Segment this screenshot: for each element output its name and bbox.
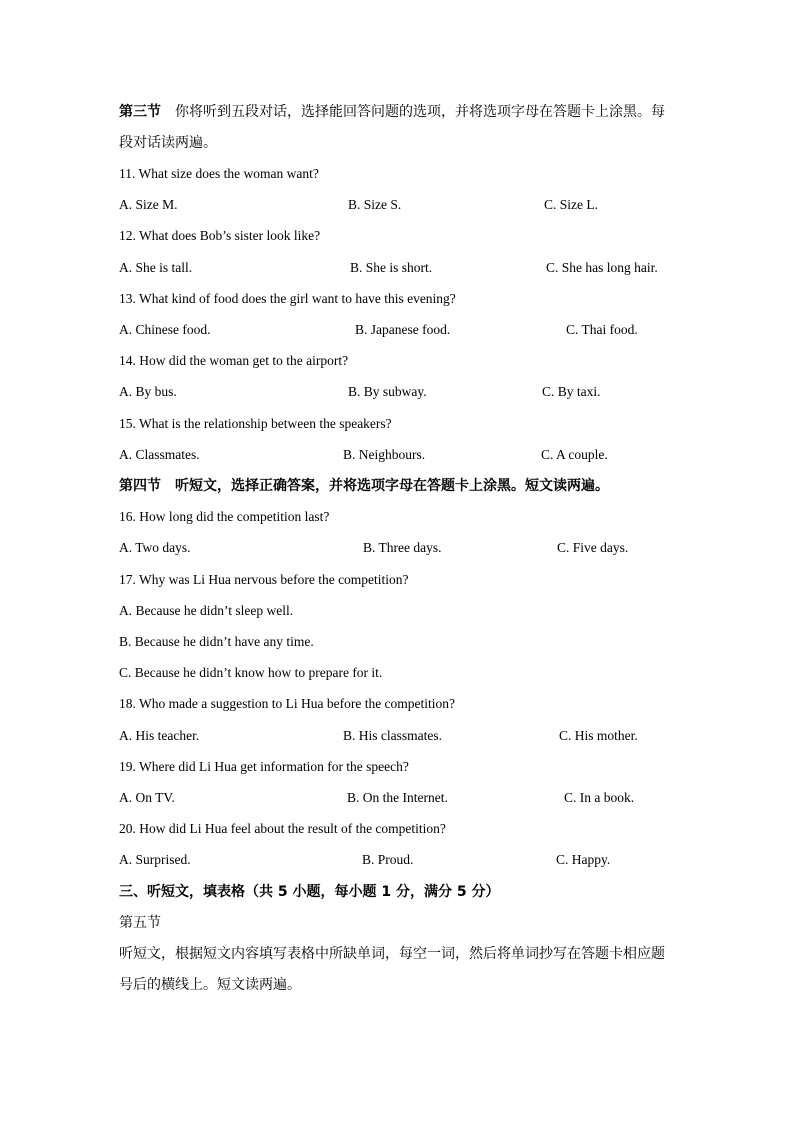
part3-instructions-line2: 号后的横线上。短文读两遍。 — [119, 977, 301, 993]
part3-instructions-line1: 听短文，根据短文内容填写表格中所缺单词，每空一词，然后将单词抄写在答题卡相应题 — [119, 946, 665, 962]
section3-instructions-line1: 你将听到五段对话，选择能回答问题的选项，并将选项字母在答题卡上涂黑。每 — [175, 104, 665, 120]
option-14a[interactable]: A. By bus. — [119, 384, 177, 399]
option-12a[interactable]: A. She is tall. — [119, 260, 193, 275]
option-16a[interactable]: A. Two days. — [119, 540, 191, 555]
option-15a[interactable]: A. Classmates. — [119, 447, 200, 462]
option-15b[interactable]: B. Neighbours. — [343, 447, 426, 462]
option-13a[interactable]: A. Chinese food. — [119, 322, 211, 337]
option-11c[interactable]: C. Size L. — [544, 197, 598, 212]
option-18c[interactable]: C. His mother. — [559, 728, 638, 743]
part3-title: 三、听短文，填表格（共 5 小题，每小题 1 分，满分 5 分） — [119, 884, 500, 900]
section4-label: 第四节 — [119, 478, 161, 494]
option-11a[interactable]: A. Size M. — [119, 197, 178, 212]
option-13c[interactable]: C. Thai food. — [566, 322, 638, 337]
section5-label: 第五节 — [119, 915, 161, 931]
option-12b[interactable]: B. She is short. — [350, 260, 433, 275]
section3-label: 第三节 — [119, 104, 161, 120]
option-13b[interactable]: B. Japanese food. — [355, 322, 451, 337]
question-17: 17. Why was Li Hua nervous before the competition? — [119, 572, 409, 587]
question-18: 18. Who made a suggestion to Li Hua before the competition? — [119, 696, 456, 711]
question-11: 11. What size does the woman want? — [119, 166, 319, 181]
option-20a[interactable]: A. Surprised. — [119, 852, 191, 867]
option-18b[interactable]: B. His classmates. — [343, 728, 442, 743]
option-18a[interactable]: A. His teacher. — [119, 728, 200, 743]
option-19b[interactable]: B. On the Internet. — [347, 790, 448, 805]
question-13: 13. What kind of food does the girl want to have this evening? — [119, 291, 456, 306]
question-15: 15. What is the relationship between the speakers? — [119, 416, 392, 431]
option-12c[interactable]: C. She has long hair. — [546, 260, 658, 275]
section3-heading — [119, 103, 665, 121]
section3-instructions-line2: 段对话读两遍。 — [119, 135, 217, 151]
question-12: 12. What does Bob’s sister look like? — [119, 228, 321, 243]
option-14c[interactable]: C. By taxi. — [542, 384, 601, 399]
question-14: 14. How did the woman get to the airport? — [119, 353, 349, 368]
option-16b[interactable]: B. Three days. — [363, 540, 442, 555]
section4-instructions: 听短文，选择正确答案，并将选项字母在答题卡上涂黑。短文读两遍。 — [175, 478, 609, 494]
question-20: 20. How did Li Hua feel about the result of the competition? — [119, 821, 446, 836]
question-19: 19. Where did Li Hua get information for the speech? — [119, 759, 409, 774]
option-20b[interactable]: B. Proud. — [362, 852, 414, 867]
option-11b[interactable]: B. Size S. — [348, 197, 402, 212]
option-16c[interactable]: C. Five days. — [557, 540, 629, 555]
option-17a[interactable]: A. Because he didn’t sleep well. — [119, 603, 294, 618]
option-20c[interactable]: C. Happy. — [556, 852, 611, 867]
option-19c[interactable]: C. In a book. — [564, 790, 635, 805]
option-15c[interactable]: C. A couple. — [541, 447, 608, 462]
option-17c[interactable]: C. Because he didn’t know how to prepare for it. — [119, 665, 383, 680]
section4-heading — [119, 477, 609, 495]
option-14b[interactable]: B. By subway. — [348, 384, 427, 399]
option-17b[interactable]: B. Because he didn’t have any time. — [119, 634, 314, 649]
option-19a[interactable]: A. On TV. — [119, 790, 175, 805]
question-16: 16. How long did the competition last? — [119, 509, 330, 524]
